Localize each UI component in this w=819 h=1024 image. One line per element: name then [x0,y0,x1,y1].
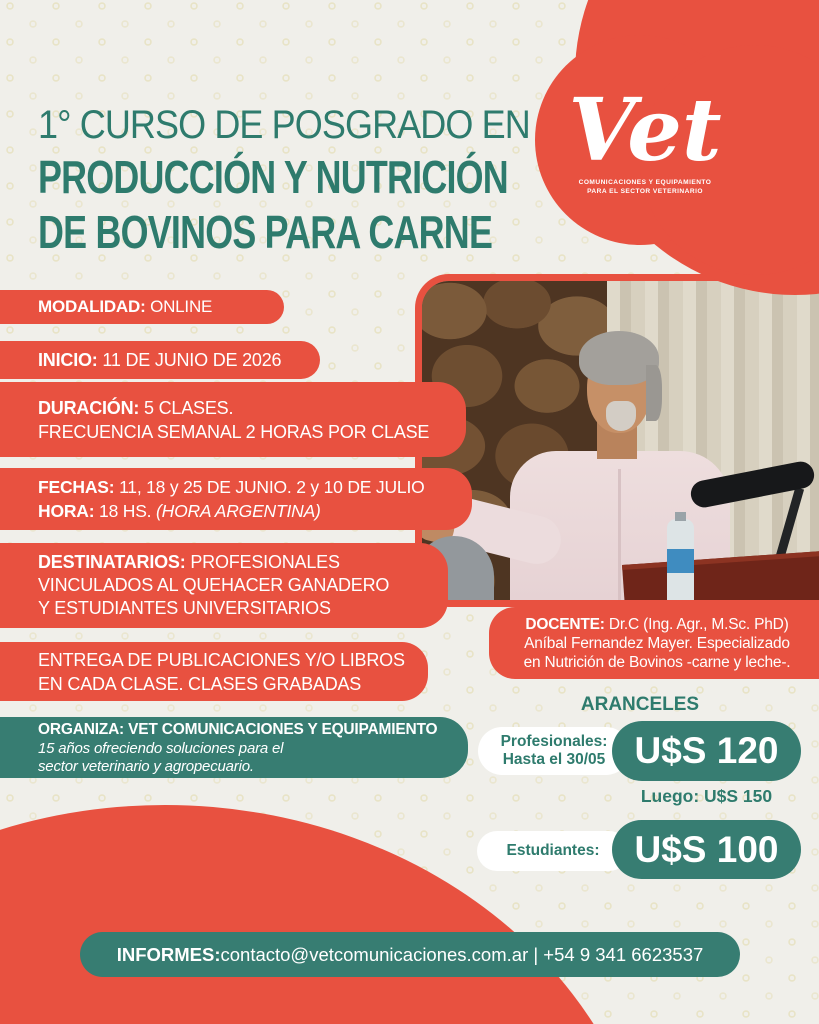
banner-organiza-line3: sector veterinario y agropecuario. [38,757,254,775]
banner-fechas [0,468,472,530]
course-title-line2: PRODUCCIÓN Y NUTRICIÓN [38,151,508,203]
informes-label: INFORMES: [116,943,221,965]
estudiantes-label-pill: Estudiantes: [477,831,629,871]
speaker-photo [415,274,819,607]
informes-bar [80,932,740,977]
estudiantes-price-pill: U$S 100 [612,820,801,879]
profesionales-price-note: Luego: U$S 150 [640,786,773,806]
shirt-placket [618,469,621,601]
banner-duracion-line2: FRECUENCIA SEMANAL 2 HORAS POR CLASE [38,421,430,442]
banner-organiza [0,717,468,778]
profesionales-label-line1: Profesionales: [500,733,608,750]
docente-line3: en Nutrición de Bovinos -carne y leche-. [523,653,791,671]
banner-destinatarios-line2: VINCULADOS AL QUEHACER GANADERO [38,575,390,595]
banner-duracion-line1: DURACIÓN: 5 CLASES. [38,397,234,418]
bottle-cap [675,512,686,521]
banner-duracion [0,382,466,457]
banner-modalidad-text: MODALIDAD: ONLINE [38,297,213,316]
course-title-line3: DE BOVINOS PARA CARNE [38,206,493,258]
vet-logo-tagline-line2: PARA EL SECTOR VETERINARIO [587,187,703,195]
docente-line1: DOCENTE: Dr.C (Ing. Agr., M.Sc. PhD) [525,615,789,633]
profesionales-price-pill: U$S 120 [612,721,801,781]
banner-entrega-line2: EN CADA CLASE. CLASES GRABADAS [38,673,362,694]
vet-logo-tagline-line1: COMUNICACIONES Y EQUIPAMIENTO [578,179,712,186]
course-title [38,100,640,260]
bottle-label [667,549,694,573]
banner-destinatarios-line1: DESTINATARIOS: PROFESIONALES [38,552,340,572]
banner-organiza-label: ORGANIZA: VET COMUNICACIONES Y EQUIPAMIENTO [38,720,438,738]
banner-inicio-text: INICIO: 11 DE JUNIO DE 2026 [38,349,282,370]
speaker-beard [606,401,636,431]
docente-box [489,607,819,679]
aranceles-heading: ARANCELES [580,694,700,715]
banner-inicio [0,341,320,379]
speaker-hair-side [646,365,662,421]
banner-organiza-line2: 15 años ofreciendo soluciones para el [38,739,284,757]
banner-fechas-line1: FECHAS: 11, 18 y 25 DE JUNIO. 2 y 10 DE JULIO [38,477,425,497]
banner-destinatarios-line3: Y ESTUDIANTES UNIVERSITARIOS [38,598,331,618]
profesionales-label-line2: Hasta el 30/05 [502,751,606,768]
informes-contact: contacto@vetcomunicaciones.com.ar | +54 9 341 6623537 [220,943,704,965]
course-title-line1: 1° CURSO DE POSGRADO EN [38,103,530,147]
docente-line2: Aníbal Fernandez Mayer. Especializado [524,634,790,652]
banner-entrega-line1: ENTREGA DE PUBLICACIONES Y/O LIBROS [38,649,405,670]
profesionales-label-pill [478,727,630,775]
banner-fechas-line2: HORA: 18 HS. (HORA ARGENTINA) [38,501,321,521]
banner-modalidad [0,290,284,324]
vet-logo-wordmark: Vet [568,80,722,181]
banner-destinatarios [0,543,448,628]
banner-entrega [0,642,428,701]
